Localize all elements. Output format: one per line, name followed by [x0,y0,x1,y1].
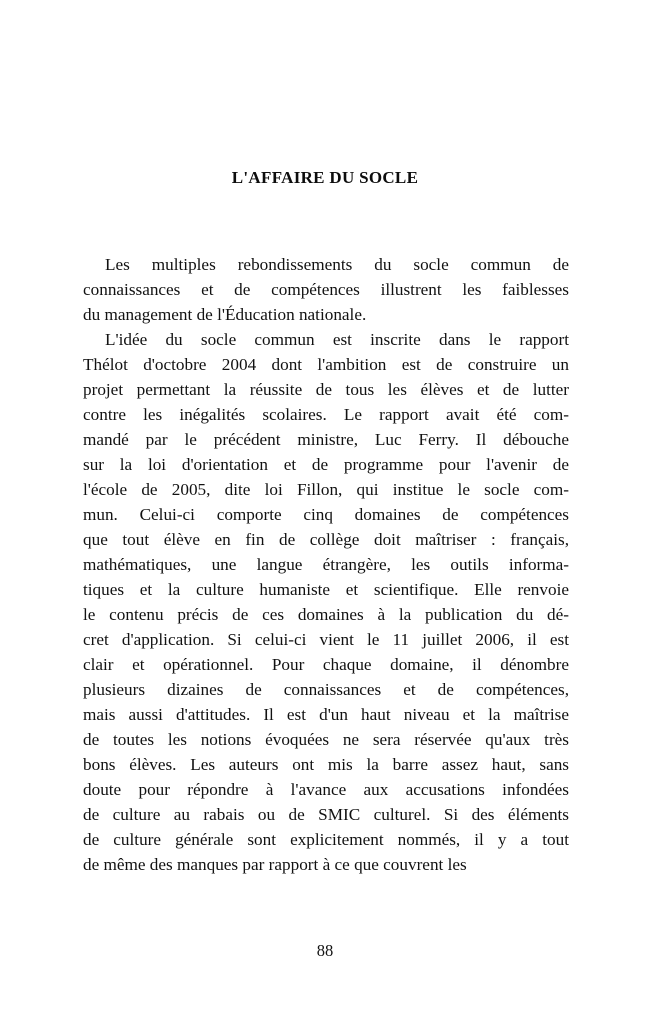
text-line: mais aussi d'attitudes. Il est d'un haut niveau et la maîtrise [83,705,569,724]
text-line: cret d'application. Si celui-ci vient le 11 juillet 2006, il est [83,630,569,649]
paragraph [83,327,569,877]
text-line: Les multiples rebondissements du socle commun de [105,255,569,274]
text-line: le contenu précis de ces domaines à la publication du dé- [83,605,569,624]
text-line: doute pour répondre à l'avance aux accusations infondées [83,780,569,799]
text-line: projet permettant la réussite de tous les élèves et de lutter [83,380,569,399]
text-line: sur la loi d'orientation et de programme pour l'avenir de [83,455,569,474]
text-line: de même des manques par rapport à ce que couvrent les [83,855,467,874]
text-line: du management de l'Éducation nationale. [83,305,367,324]
text-line: mathématiques, une langue étrangère, les outils informa- [83,555,569,574]
text-line: l'école de 2005, dite loi Fillon, qui institue le socle com- [83,480,569,499]
text-line: L'idée du socle commun est inscrite dans le rapport [105,330,569,349]
text-line: tiques et la culture humaniste et scientifique. Elle renvoie [83,580,569,599]
page-title: L'AFFAIRE DU SOCLE [231,168,419,188]
text-line: de culture au rabais ou de SMIC culturel. Si des éléments [83,805,569,824]
body-text [83,252,569,877]
text-line: bons élèves. Les auteurs ont mis la barre assez haut, sans [83,755,569,774]
text-line: contre les inégalités scolaires. Le rapport avait été com- [83,405,569,424]
text-line: clair et opérationnel. Pour chaque domaine, il dénombre [83,655,569,674]
text-line: mun. Celui-ci comporte cinq domaines de compétences [83,505,569,524]
text-line: connaissances et de compétences illustrent les faiblesses [83,280,569,299]
paragraph [83,252,569,327]
text-line: Thélot d'octobre 2004 dont l'ambition est de construire un [83,355,569,374]
text-line: mandé par le précédent ministre, Luc Ferry. Il débouche [83,430,569,449]
page-number: 88 [316,941,334,960]
text-line: de culture générale sont explicitement nommés, il y a tout [83,830,569,849]
text-line: de toutes les notions évoquées ne sera réservée qu'aux très [83,730,569,749]
text-line: plusieurs dizaines de connaissances et de compétences, [83,680,569,699]
text-line: que tout élève en fin de collège doit maîtriser : français, [83,530,569,549]
